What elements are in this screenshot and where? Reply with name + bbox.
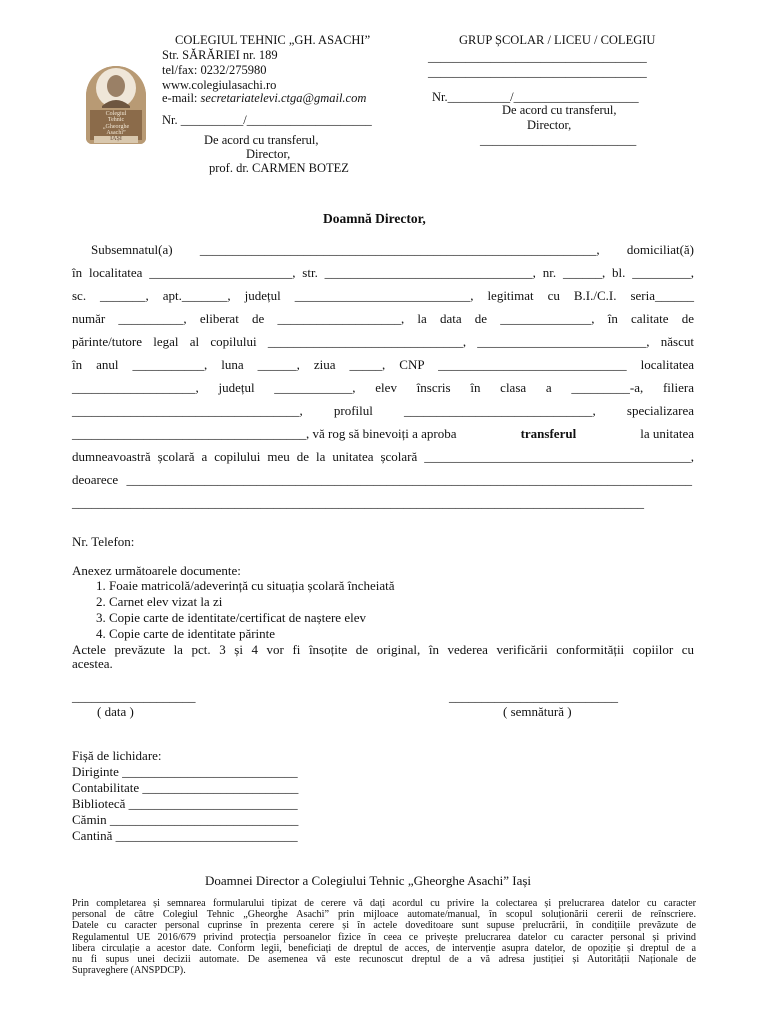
school-website: www.colegiulasachi.ro: [162, 78, 277, 92]
right-nr-line: Nr.__________/____________________: [432, 90, 639, 104]
clearance-row-diriginte: Diriginte ___________________________: [72, 764, 298, 779]
form-line-9: [72, 427, 694, 441]
form-line-2: în localitatea ______________________, str. ________________________________, nr. ______, bl. _________,: [72, 265, 694, 280]
clearance-title: Fișă de lichidare:: [72, 748, 162, 763]
clearance-row-camin: Cămin _____________________________: [72, 812, 299, 827]
clearance-row-cantina: Cantină ____________________________: [72, 828, 298, 843]
form-line-9-tail: la unitatea: [640, 426, 694, 441]
annex-note-line-2: acestea.: [72, 656, 113, 671]
right-director-label: Director,: [527, 118, 572, 132]
date-label: ( data ): [97, 704, 134, 719]
right-approval: De acord cu transferul,: [502, 103, 617, 117]
form-line-4: număr __________, eliberat de ___________________, la data de ______________, în calitate de: [72, 311, 694, 326]
form-line-12: ________________________________________________________________________________________: [72, 495, 644, 510]
signature-label: ( semnătură ): [503, 704, 572, 719]
email-label: e-mail:: [162, 91, 198, 105]
logo-text: [86, 111, 146, 137]
annex-intro: Anexez următoarele documente:: [72, 563, 241, 578]
annex-item-4: 4. Copie carte de identitate părinte: [96, 626, 276, 641]
logo-text-line1: Colegiul: [105, 111, 127, 117]
form-line-11: deoarece _______________________________________________________________________________________: [72, 472, 692, 487]
logo-city: IAȘI: [110, 136, 122, 142]
logo-text-line3: „Gheorghe: [102, 123, 130, 130]
annex-item-2: 2. Carnet elev vizat la zi: [96, 594, 223, 609]
right-blank-2: ___________________________________: [428, 65, 647, 79]
logo-text-line4: Asachi”: [106, 130, 126, 137]
form-line-10: dumneavoastră școlară a copilului meu de la unitatea școlară _________________________________________,: [72, 449, 694, 464]
logo-text-line2: Tehnic: [107, 117, 125, 124]
school-email-row: [162, 92, 366, 105]
phone-label: Nr. Telefon:: [72, 534, 135, 549]
school-street: Str. SĂRĂRIEI nr. 189: [162, 48, 278, 62]
left-director-name: prof. dr. CARMEN BOTEZ: [209, 161, 349, 175]
signature-blank: __________________________: [449, 689, 618, 704]
gdpr-line-2: personal de către Colegiul Tehnic „Gheorghe Asachi” prin mijloace automate/manual, în scopul soluționării cererii de reînscriere.: [72, 909, 696, 921]
gdpr-line-3: Datele cu caracter personal cuprinse în prezenta cerere și în actele doveditoare sunt supuse prelucrării, în condițiile prevăzute de: [72, 920, 696, 932]
form-line-9-text: ____________________________________, vă rog să binevoiți a aproba: [72, 426, 457, 441]
addressee: Doamnei Director a Colegiului Tehnic „Gheorghe Asachi” Iași: [205, 873, 532, 888]
gdpr-line-5: libera circulație a acestor date. Conform legii, beneficiați de dreptul de acces, de intervenție asupra datelor, de opoziție și dreptul de a: [72, 942, 696, 954]
gdpr-line-7: Supraveghere (ANSPDCP).: [72, 965, 186, 977]
gdpr-line-1: Prin completarea și semnarea formularului tipizat de cerere vă dați acordul cu privire la colectarea și prelucrarea datelor cu caracter: [72, 898, 696, 909]
right-blank-1: ___________________________________: [428, 50, 647, 64]
left-nr-line: Nr. __________/____________________: [162, 113, 372, 127]
clearance-row-biblioteca: Bibliotecă __________________________: [72, 796, 298, 811]
form-line-8: ___________________________________, profilul _____________________________, specializarea: [72, 403, 694, 418]
right-group-label: GRUP ȘCOLAR / LICEU / COLEGIU: [459, 33, 656, 47]
annex-note-line-1: Actele prevăzute la pct. 3 și 4 vor fi însoțite de original, în vederea verificării conformității copiilor cu: [72, 642, 694, 657]
page-title: Doamnă Director,: [323, 211, 426, 226]
school-logo: [86, 66, 146, 144]
gdpr-line-6: nu fi supus unei decizii automate. De asemenea vă este recunoscut dreptul de a vă adresa justiției și Autorității Naționale de: [72, 954, 696, 966]
form-line-7: ___________________, județul ____________, elev înscris în clasa a _________-a, filiera: [72, 380, 694, 395]
form-bold-transfer: transferul: [520, 426, 577, 441]
left-approval: De acord cu transferul,: [204, 133, 319, 147]
gdpr-line-4: Regulamentul UE 2016/679 privind protecția persoanelor fizice în ceea ce privește prelucrarea datelor cu caracter personal și privind: [72, 931, 696, 943]
annex-item-3: 3. Copie carte de identitate/certificat de naștere elev: [96, 610, 366, 625]
school-phone: tel/fax: 0232/275980: [162, 63, 267, 77]
form-line-5: părinte/tutore legal al copilului ______________________________, __________________________, născut: [72, 334, 694, 349]
school-name: COLEGIUL TEHNIC „GH. ASACHI”: [175, 33, 371, 47]
form-line-6: în anul ___________, luna ______, ziua _____, CNP _____________________________ localitatea: [72, 357, 694, 372]
form-line-1: Subsemnatul(a) _____________________________________________________________, domiciliat(ă): [91, 242, 694, 257]
right-blank-3: _________________________: [480, 133, 637, 147]
clearance-row-contabilitate: Contabilitate ________________________: [72, 780, 299, 795]
form-line-3: sc. _______, apt._______, județul ___________________________, legitimat cu B.I./C.I. seria______: [72, 288, 694, 303]
left-director-label: Director,: [246, 147, 291, 161]
date-blank: ___________________: [72, 689, 196, 704]
annex-item-1: 1. Foaie matricolă/adeverință cu situația școlară încheiată: [96, 578, 395, 593]
gdpr-notice: [72, 898, 696, 976]
school-email: secretariatelevi.ctga@gmail.com: [200, 91, 367, 105]
